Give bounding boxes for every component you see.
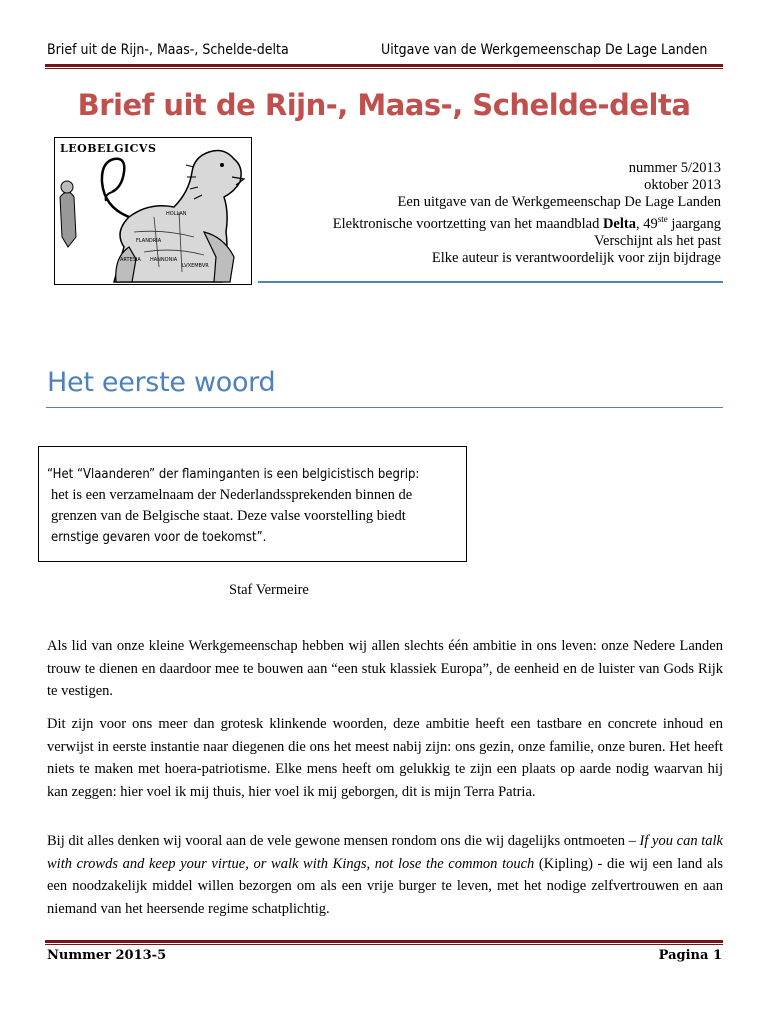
section-heading: Het eerste woord [47, 367, 276, 398]
quote-author: Staf Vermeire [229, 582, 309, 598]
footer-issue: Nummer 2013-5 [47, 948, 167, 963]
logo-region: FLANDRIA [136, 238, 162, 244]
logo-region: LVXEMBVR [182, 263, 209, 269]
footer-divider [45, 940, 723, 943]
issue-date: oktober 2013 [644, 177, 721, 193]
body-paragraph: Als lid van onze kleine Werkgemeenschap hebben wij allen slechts één ambitie in ons leven: onze Nedere Landen trouw te dienen en daardoor mee te bouwen aan “een stuk klassiek Europa”, de eenheid en de luister van Gods Rijk te vestigen. [47, 638, 723, 700]
quote-line: het is een verzamelnaam der Nederlandssprekenden binnen de [51, 487, 413, 503]
running-header-right: Uitgave van de Werkgemeenschap De Lage Landen [381, 42, 708, 58]
frequency-line: Verschijnt als het past [594, 232, 721, 249]
section-divider [46, 407, 723, 408]
continuation-line: Elektronische voortzetting van het maandblad Delta, 49ste jaargang [332, 214, 721, 232]
quote-line: “Het “Vlaanderen” der flaminganten is een belgicistisch begrip: [47, 467, 420, 482]
quote-text [47, 464, 457, 548]
page-number: Pagina 1 [658, 948, 722, 963]
publisher-line: Een uitgave van de Werkgemeenschap De Lage Landen [397, 194, 721, 210]
leo-belgicus-map-icon [54, 137, 252, 285]
issue-number: nummer 5/2013 [628, 160, 721, 176]
running-header-left: Brief uit de Rijn-, Maas-, Schelde-delta [47, 42, 289, 58]
quote-line: grenzen van de Belgische staat. Deze valse voorstelling biedt [51, 508, 406, 524]
newsletter-title: Brief uit de Rijn-, Maas-, Schelde-delta [77, 88, 691, 122]
logo-region: HOLLAN [166, 211, 187, 217]
issue-metadata [333, 160, 721, 267]
logo-label: LEOBELGICVS [60, 142, 157, 155]
responsibility-line: Elke auteur is verantwoordelijk voor zijn bijdrage [431, 249, 721, 266]
quote-box [38, 446, 467, 562]
body-paragraph: Bij dit alles denken wij vooral aan de vele gewone mensen rondom ons die wij dagelijks ontmoeten – If you can talk with crowds and keep your virtue, or walk with Kings, not lose the common touch (Kipling) - die wij een land als een noodzakelijk middel willen bezorgen om als een vrije burger te leven, met het nodige zelfvertrouwen en aan niemand van het heersende regime schatplichtig. [47, 833, 723, 917]
footer-divider-thin [45, 944, 723, 945]
quote-line: ernstige gevaren voor de toekomst”. [51, 530, 267, 545]
logo-region: HANNONIA [150, 257, 178, 263]
metadata-divider [258, 281, 723, 283]
logo-region: ARTESIA [120, 257, 141, 263]
body-paragraph: Dit zijn voor ons meer dan grotesk klinkende woorden, deze ambitie heeft een tastbare en concrete inhoud en verwijst in eerste instantie naar diegenen die ons het meest nabij zijn: ons gezin, onze familie, onze buren. Het heeft niets te maken met hoera-patriotisme. Elke mens heeft om gelukkig te zijn een plaats op aarde nodig waarvan hij kan zeggen: hier voel ik mij thuis, hier voel ik mij geborgen, dit is mijn Terra Patria. [47, 716, 723, 800]
kipling-quote: If you can talk with crowds and keep your virtue, or walk with Kings, not lose the common touch [47, 833, 723, 872]
header-divider-thin [45, 68, 723, 69]
header-divider [45, 64, 723, 67]
